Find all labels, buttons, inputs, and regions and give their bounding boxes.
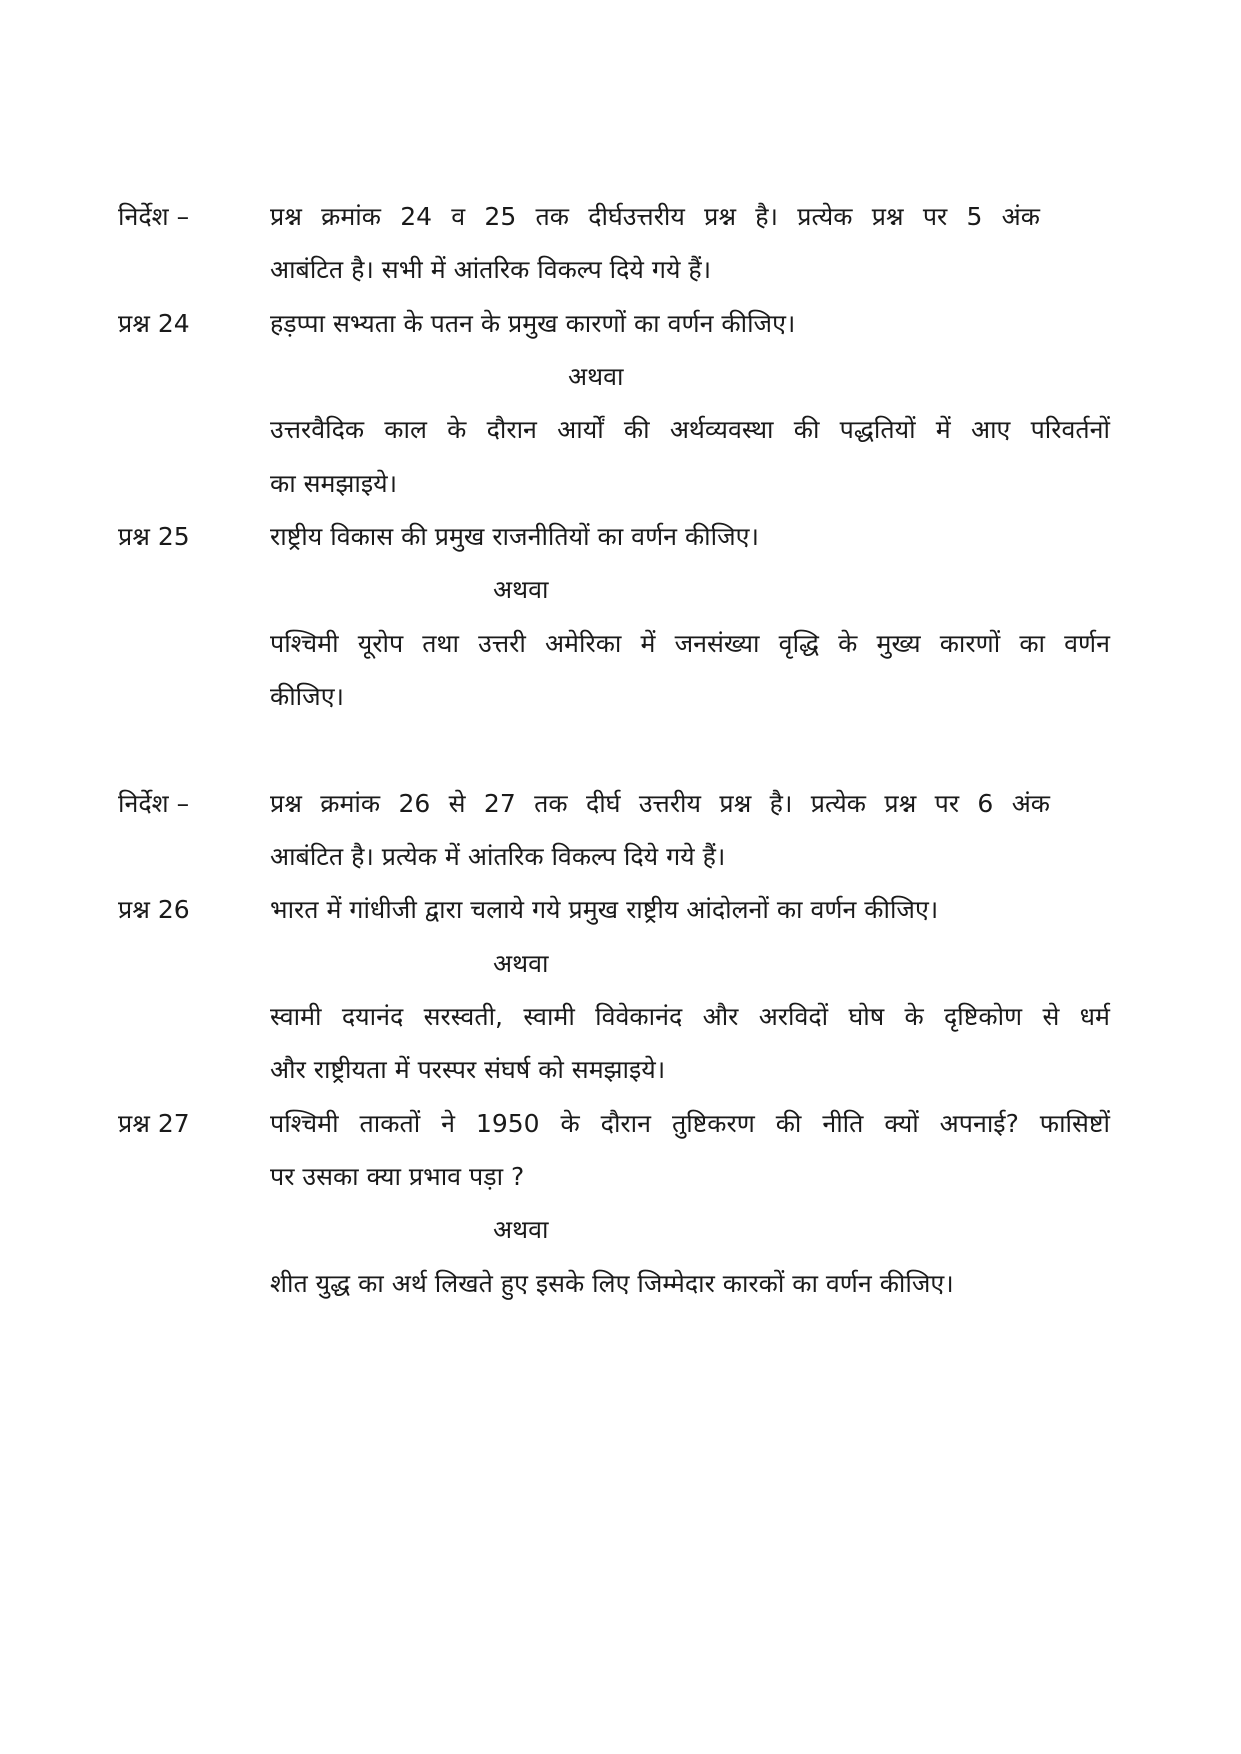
question-25-label: प्रश्न 25 xyxy=(118,522,190,551)
question-27-label: प्रश्न 27 xyxy=(118,1109,190,1138)
question-27-or: अथवा xyxy=(493,1215,549,1244)
question-25-alt-line2: कीजिए। xyxy=(270,682,345,711)
question-24-or: अथवा xyxy=(568,362,624,391)
instruction-text-2-line1: प्रश्न क्रमांक 26 से 27 तक दीर्घ उत्तरीय प्रश्न है। प्रत्येक प्रश्न पर 6 अंक xyxy=(270,789,1050,818)
question-25-or: अथवा xyxy=(493,575,549,604)
question-26-label: प्रश्न 26 xyxy=(118,895,190,924)
instruction-text-1-line2: आबंटित है। सभी में आंतरिक विकल्प दिये गये हैं। xyxy=(270,255,712,284)
instruction-text-1-line1: प्रश्न क्रमांक 24 व 25 तक दीर्घउत्तरीय प्रश्न है। प्रत्येक प्रश्न पर 5 अंक xyxy=(270,202,1040,231)
question-25-text: राष्ट्रीय विकास की प्रमुख राजनीतियों का वर्णन कीजिए। xyxy=(270,522,759,551)
question-24-text: हड़प्पा सभ्यता के पतन के प्रमुख कारणों का वर्णन कीजिए। xyxy=(270,309,796,338)
question-26-text: भारत में गांधीजी द्वारा चलाये गये प्रमुख राष्ट्रीय आंदोलनों का वर्णन कीजिए। xyxy=(270,895,939,924)
instruction-label-1: निर्देश – xyxy=(118,202,190,231)
question-24-alt-line1: उत्तरवैदिक काल के दौरान आर्यों की अर्थव्यवस्था की पद्धतियों में आए परिवर्तनों xyxy=(270,415,1110,444)
question-25-alt-line1: पश्चिमी यूरोप तथा उत्तरी अमेरिका में जनसंख्या वृद्धि के मुख्य कारणों का वर्णन xyxy=(270,629,1110,658)
question-26-or: अथवा xyxy=(493,949,549,978)
question-27-text-line1: पश्चिमी ताकतों ने 1950 के दौरान तुष्टिकरण की नीति क्यों अपनाई? फासिष्टों xyxy=(270,1109,1110,1138)
instruction-text-2-line2: आबंटित है। प्रत्येक में आंतरिक विकल्प दिये गये हैं। xyxy=(270,842,726,871)
question-26-alt-line2: और राष्ट्रीयता में परस्पर संघर्ष को समझाइये। xyxy=(270,1055,666,1084)
question-26-alt-line1: स्वामी दयानंद सरस्वती, स्वामी विवेकानंद और अरविदों घोष के दृष्टिकोण से धर्म xyxy=(270,1002,1110,1031)
instruction-label-2: निर्देश – xyxy=(118,789,190,818)
question-24-label: प्रश्न 24 xyxy=(118,309,190,338)
question-24-alt-line2: का समझाइये। xyxy=(270,469,398,498)
question-27-alt: शीत युद्ध का अर्थ लिखते हुए इसके लिए जिम्मेदार कारकों का वर्णन कीजिए। xyxy=(270,1269,954,1298)
question-27-text-line2: पर उसका क्या प्रभाव पड़ा ? xyxy=(270,1162,525,1191)
